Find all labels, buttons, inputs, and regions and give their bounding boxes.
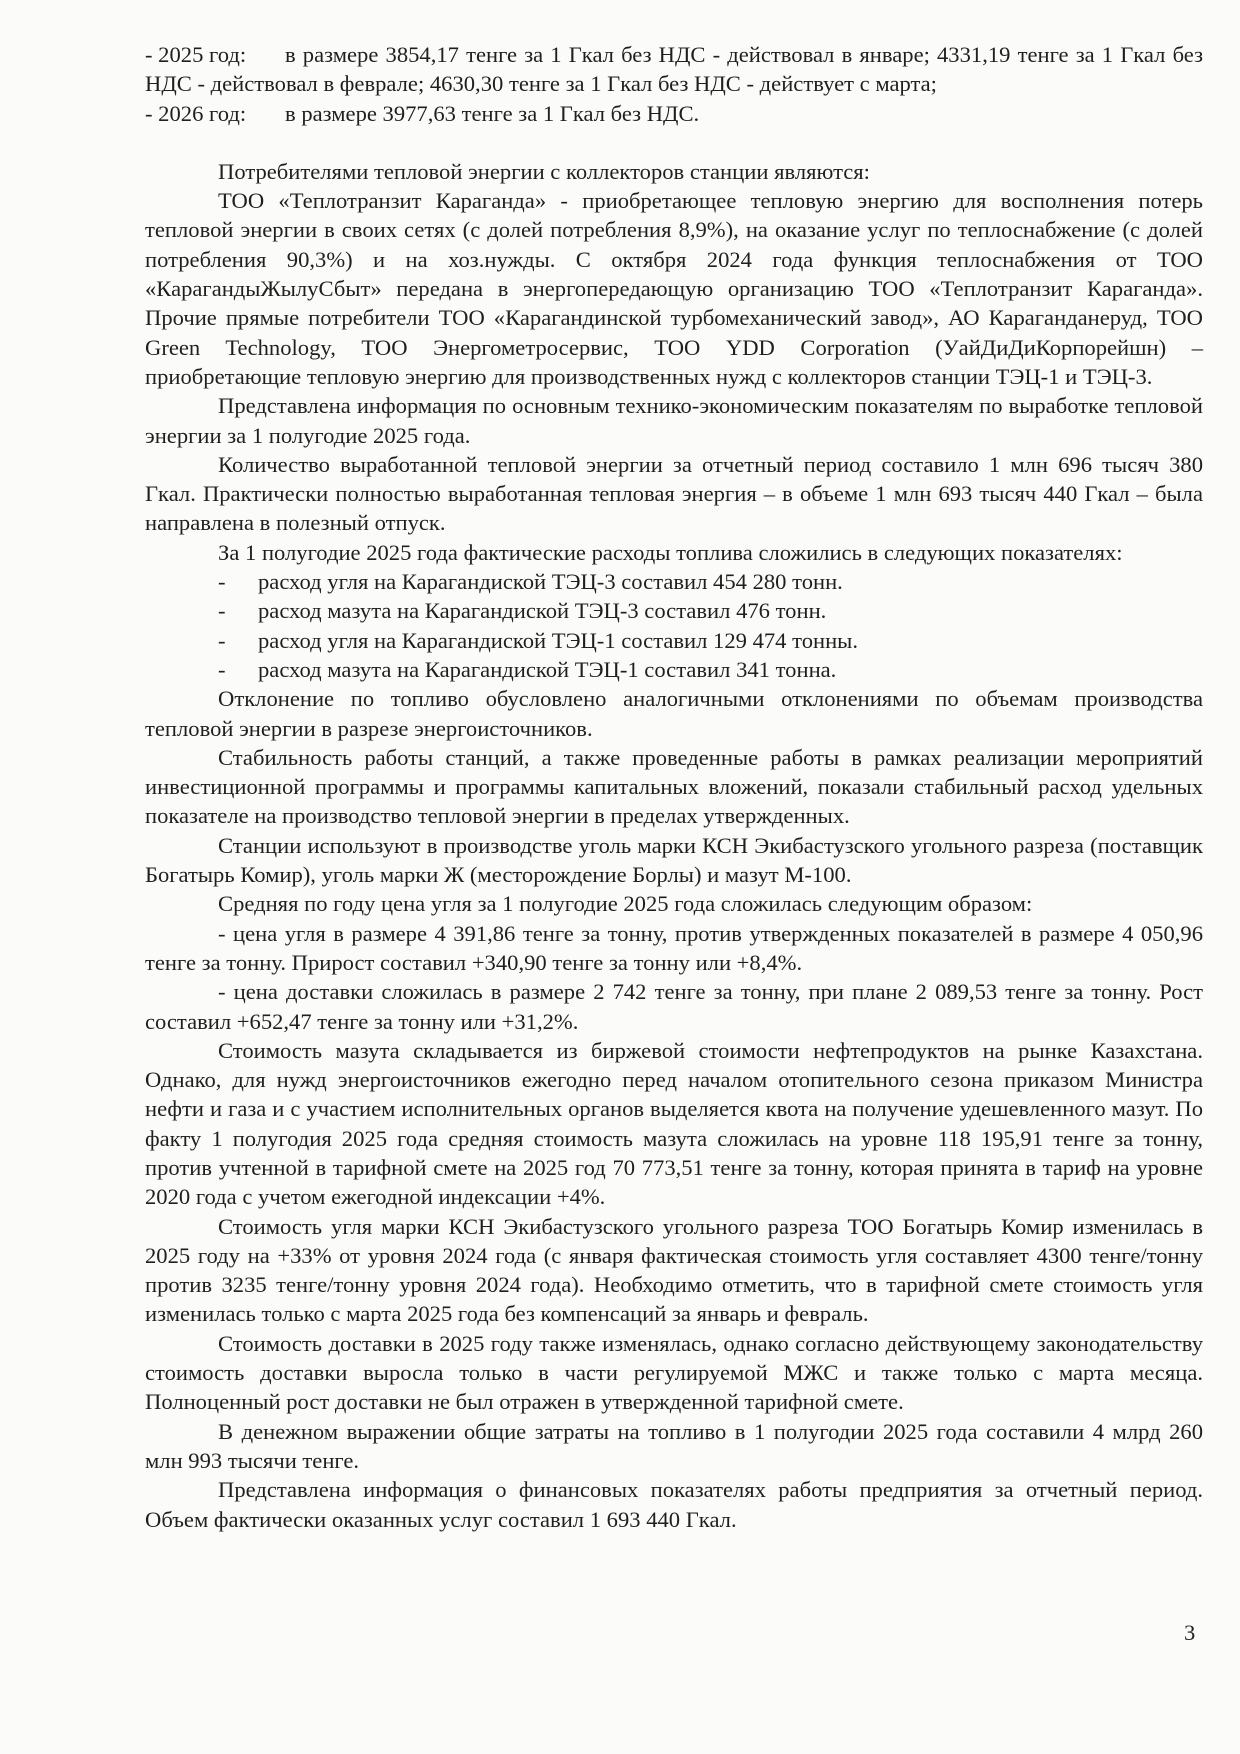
paragraph: За 1 полугодие 2025 года фактические расходы топлива сложились в следующих показателях: [218, 539, 1123, 565]
paragraph: Стоимость угля марки КСН Экибастузского угольного разреза ТОО Богатырь Комир изменилась в 2025 году на +33% от уровня 2024 года (с января фактическая стоимость угля составляет 4300 тенге/тонну против 3235 тенге/тонну уровня 2024 года). Необходимо отметить, что в тарифной смете стоимость угля изменилась только с марта 2025 года без компенсаций за январь и февраль. [145, 1213, 1203, 1327]
page-number: 3 [1184, 1620, 1196, 1645]
paragraph: В денежном выражении общие затраты на топливо в 1 полугодии 2025 года составили 4 млрд 260 млн 993 тысячи тенге. [145, 1418, 1203, 1473]
list-item-text: расход угля на Карагандиской ТЭЦ-3 составил 454 280 тонн. [258, 569, 843, 595]
list-item-text: расход мазута на Карагандиской ТЭЦ-1 составил 341 тонна. [258, 656, 837, 682]
tariff-year-label: - 2026 год: [145, 100, 247, 126]
paragraph: - цена угля в размере 4 391,86 тенге за тонну, против утвержденных показателей в размере 4 050,96 тенге за тонну. Прирост составил +340,90 тенге за тонну или +8,4%. [145, 920, 1203, 975]
tariff-text: в размере 3977,63 тенге за 1 Гкал без НДС. [285, 100, 700, 126]
paragraph: Стабильность работы станций, а также проведенные работы в рамках реализации мероприятий инвестиционной программы и программы капитальных вложений, показали стабильный расход удельных показателе на производство тепловой энергии в пределах утвержденных. [145, 744, 1203, 829]
list-item-text: расход угля на Карагандиской ТЭЦ-1 составил 129 474 тонны. [258, 627, 859, 653]
document-page [145, 40, 1203, 1534]
consumers-heading: Потребителями тепловой энергии с коллекторов станции являются: [218, 158, 870, 184]
paragraph: Станции используют в производстве уголь марки КСН Экибастузского угольного разреза (поставщик Богатырь Комир), уголь марки Ж (месторождение Борлы) и мазут М-100. [145, 832, 1203, 888]
list-item-text: расход мазута на Карагандиской ТЭЦ-3 составил 476 тонн. [258, 598, 827, 624]
tariff-year-label: - 2025 год: [145, 42, 247, 67]
paragraph: Представлена информация о финансовых показателях работы предприятия за отчетный период. Объем фактически оказанных услуг составил 1 693 440 Гкал. [145, 1477, 1203, 1532]
fuel-consumption-list [145, 567, 1203, 684]
list-item: - расход мазута на Карагандиской ТЭЦ-1 составил 341 тонна. [145, 655, 1203, 684]
tariff-2026-line [145, 99, 1203, 128]
list-item: - расход угля на Карагандиской ТЭЦ-3 составил 454 280 тонн. [145, 567, 1203, 596]
list-item: - расход угля на Карагандиской ТЭЦ-1 составил 129 474 тонны. [145, 626, 1203, 655]
paragraph: Стоимость мазута складывается из биржевой стоимости нефтепродуктов на рынке Казахстана. Однако, для нужд энергоисточников ежегодно перед началом отопительного сезона приказом Министра нефти и газа и с участием исполнительных органов выделяется квота на получение удешевленного мазут. По факту 1 полугодия 2025 года средняя стоимость мазута сложилась на уровне 118 195,91 тенге за тонну, против учтенной в тарифной смете на 2025 год 70 773,51 тенге за тонну, которая принята в тариф на уровне 2020 года с учетом ежегодной индексации +4%. [145, 1037, 1203, 1210]
tariff-2025-line [145, 40, 1203, 99]
paragraph: Отклонение по топливо обусловлено аналогичными отклонениями по объемам производства тепловой энергии в разрезе энергоисточников. [145, 686, 1203, 741]
paragraph: ТОО «Теплотранзит Караганда» - приобретающее тепловую энергию для восполнения потерь тепловой энергии в своих сетях (с долей потребления 8,9%), на оказание услуг по теплоснабжение (с долей потребления 90,3%) и на хоз.нужды. С октября 2024 года функция теплоснабжения от ТОО «КарагандыЖылуСбыт» передана в энергопередающую организацию ТОО «Теплотранзит Караганда». Прочие прямые потребители ТОО «Карагандинской турбомеханический завод», АО Караганданеруд, ТОО Green Technology, ТОО Энергометросервис, ТОО YDD Corporation (УайДиДиКорпорейшн) – приобретающие тепловую энергию для производственных нужд с коллекторов станции ТЭЦ-1 и ТЭЦ-3. [145, 188, 1203, 389]
spacer [145, 128, 1203, 157]
tariff-text: в размере 3854,17 тенге за 1 Гкал без НДС - действовал в январе; 4331,19 тенге за 1 Гкал без НДС - действовал в феврале; 4630,30 тенге за 1 Гкал без НДС - действует с марта; [145, 42, 1203, 97]
paragraph: Количество выработанной тепловой энергии за отчетный период составило 1 млн 696 тысяч 380 Гкал. Практически полностью выработанная тепловая энергия – в объеме 1 млн 693 тысяч 440 Гкал – была направлена в полезный отпуск. [145, 451, 1203, 536]
paragraph: Стоимость доставки в 2025 году также изменялась, однако согласно действующему законодательству стоимость доставки выросла только в части регулируемой МЖС и также только с марта месяца. Полноценный рост доставки не был отражен в утвержденной тарифной смете. [145, 1330, 1203, 1415]
paragraph: - цена доставки сложилась в размере 2 742 тенге за тонну, при плане 2 089,53 тенге за тонну. Рост составил +652,47 тенге за тонну или +31,2%. [145, 979, 1203, 1034]
list-item: - расход мазута на Карагандиской ТЭЦ-3 составил 476 тонн. [145, 596, 1203, 625]
paragraph: Представлена информация по основным технико-экономическим показателям по выработке тепловой энергии за 1 полугодие 2025 года. [145, 393, 1203, 448]
paragraph: Средняя по году цена угля за 1 полугодие 2025 года сложилась следующим образом: [218, 891, 1033, 917]
